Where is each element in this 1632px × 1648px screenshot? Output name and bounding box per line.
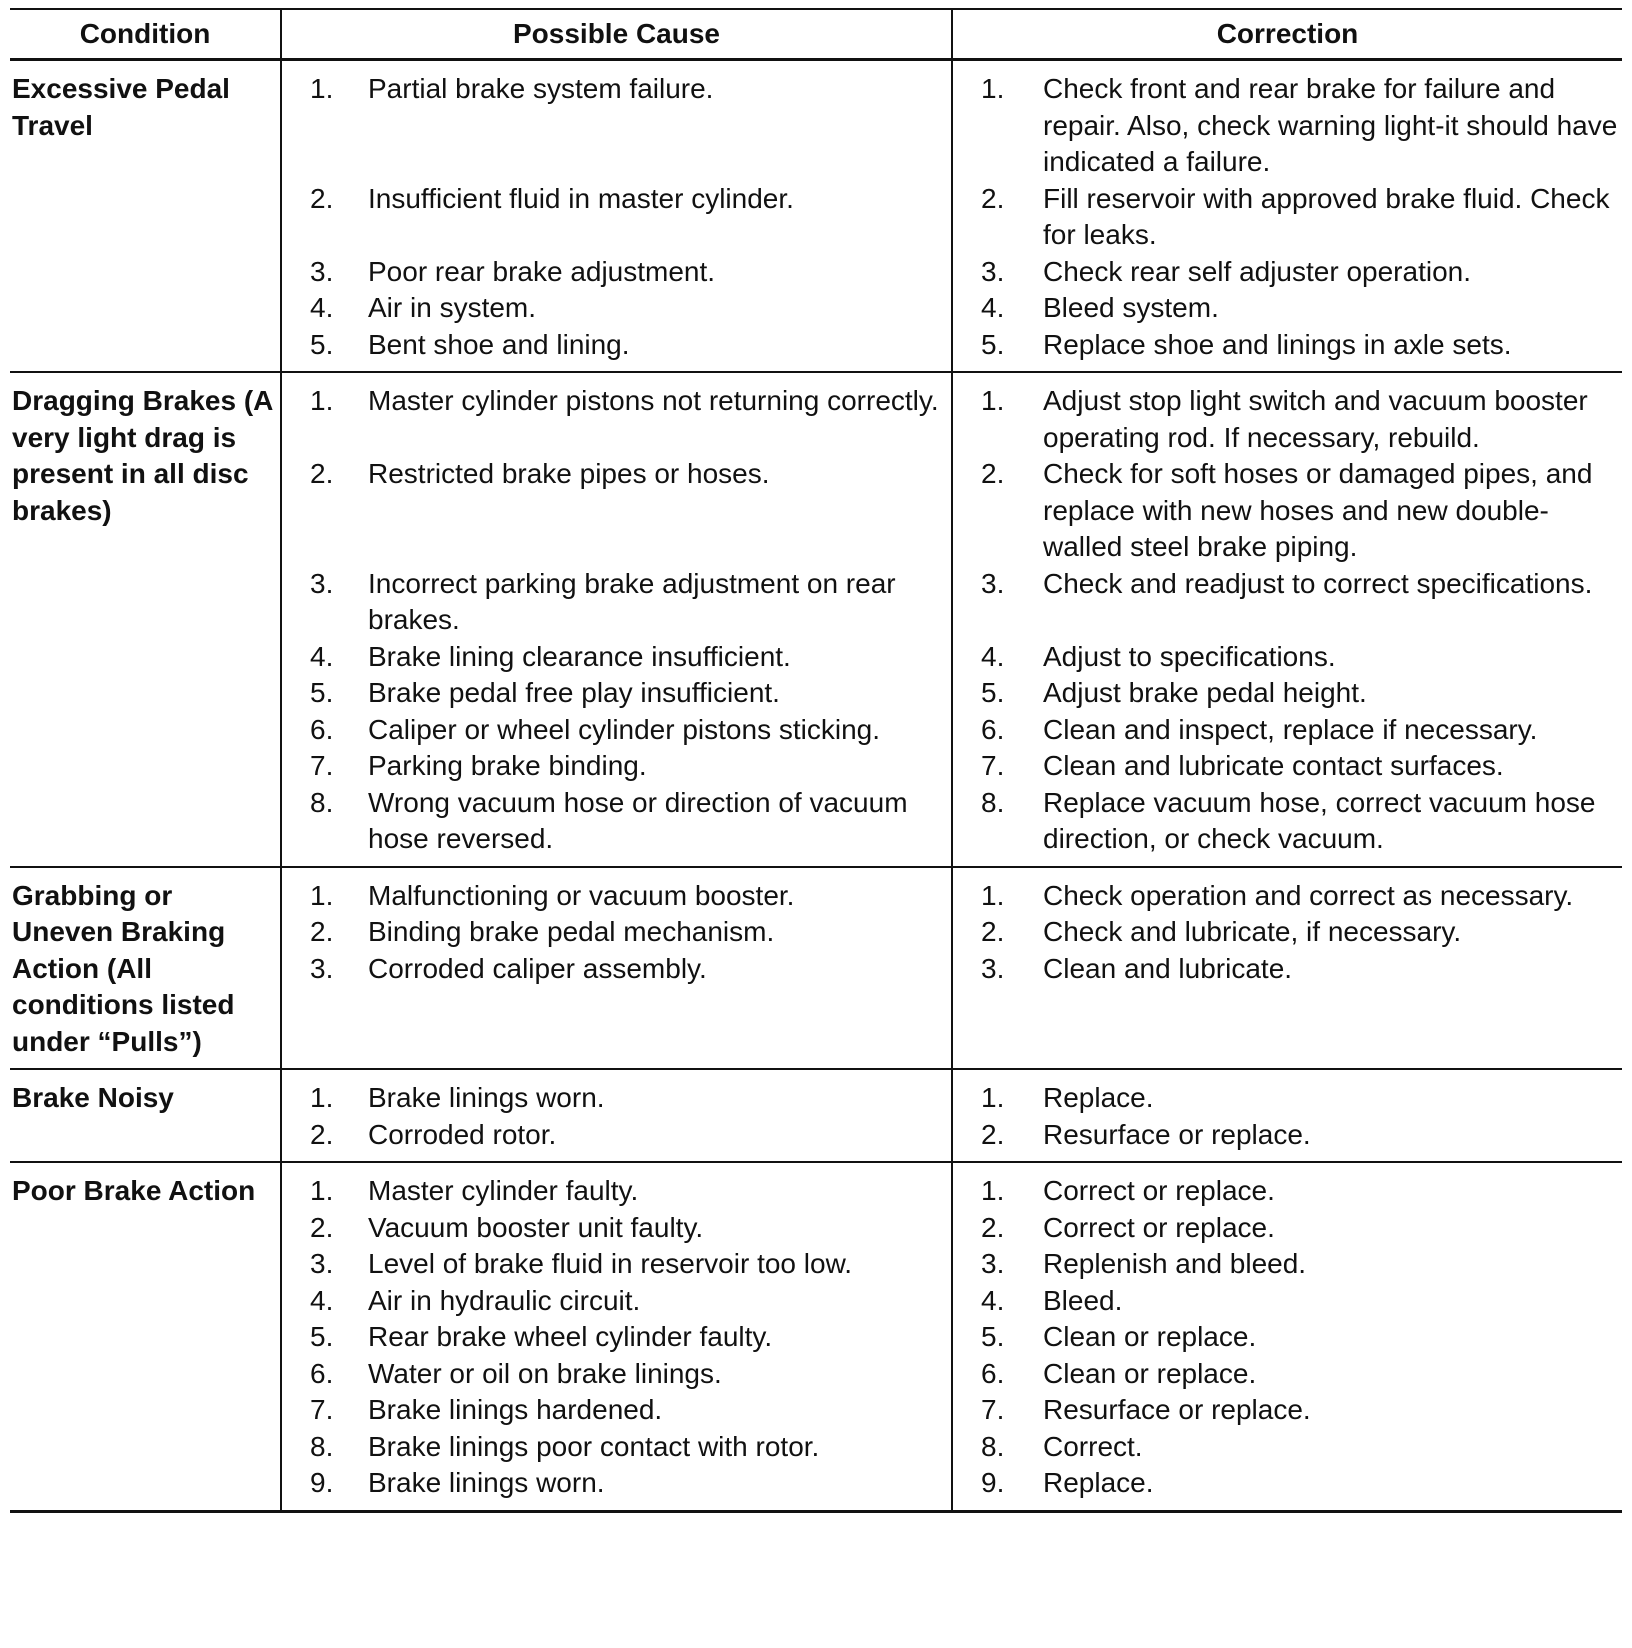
correction-item-text: Check rear self adjuster operation. bbox=[1043, 255, 1471, 287]
correction-item-text: Adjust to specifications. bbox=[1043, 640, 1336, 672]
correction-item bbox=[953, 1173, 1622, 1210]
correction-item-text: Clean and lubricate contact surfaces. bbox=[1043, 750, 1504, 781]
correction-item-text: Adjust brake pedal height. bbox=[1043, 677, 1367, 708]
cause-item-number: 4. bbox=[310, 292, 334, 323]
correction-item-number: 5. bbox=[981, 1321, 1005, 1352]
cause-item bbox=[282, 785, 951, 858]
cause-item bbox=[282, 383, 951, 456]
cause-list bbox=[282, 383, 951, 858]
correction-item-number: 4. bbox=[981, 292, 1005, 323]
correction-item-number: 2. bbox=[981, 182, 1005, 214]
correction-item-text: Resurface or replace. bbox=[1043, 1394, 1311, 1425]
cause-item bbox=[282, 71, 951, 181]
correction-item-number: 1. bbox=[981, 1175, 1005, 1206]
cause-item bbox=[282, 1283, 951, 1320]
correction-item bbox=[953, 1080, 1622, 1117]
correction-item-text: Check operation and correct as necessary. bbox=[1043, 879, 1574, 911]
possible-cause-cell bbox=[281, 867, 952, 1070]
cause-item-text: Bent shoe and lining. bbox=[368, 328, 630, 360]
cause-item-number: 3. bbox=[310, 952, 334, 984]
correction-item bbox=[953, 456, 1622, 566]
cause-item-number: 8. bbox=[310, 1430, 334, 1462]
cause-item-number: 1. bbox=[310, 879, 334, 911]
correction-item-number: 5. bbox=[981, 677, 1005, 708]
cause-item-text: Rear brake wheel cylinder faulty. bbox=[368, 1321, 773, 1352]
cause-item bbox=[282, 1319, 951, 1356]
cause-item-number: 1. bbox=[310, 1175, 334, 1206]
possible-cause-cell bbox=[281, 1162, 952, 1511]
cause-item bbox=[282, 675, 951, 712]
correction-item-text: Correct or replace. bbox=[1043, 1175, 1275, 1206]
correction-item bbox=[953, 1319, 1622, 1356]
cause-item-number: 6. bbox=[310, 1357, 334, 1389]
cause-item-number: 4. bbox=[310, 640, 334, 672]
possible-cause-cell bbox=[281, 60, 952, 373]
cause-item bbox=[282, 1392, 951, 1429]
cause-item-text: Brake lining clearance insufficient. bbox=[368, 640, 791, 672]
correction-item bbox=[953, 1117, 1622, 1154]
cause-item bbox=[282, 1080, 951, 1117]
cause-item-text: Malfunctioning or vacuum booster. bbox=[368, 879, 795, 911]
cause-item bbox=[282, 748, 951, 785]
correction-item bbox=[953, 1210, 1622, 1247]
correction-item-number: 3. bbox=[981, 567, 1005, 599]
cause-item-text: Incorrect parking brake adjustment on rear brakes. bbox=[368, 567, 896, 635]
condition-cell: Dragging Brakes (A very light drag is present in all disc brakes) bbox=[10, 372, 281, 867]
correction-list bbox=[953, 383, 1622, 858]
correction-item-text: Clean or replace. bbox=[1043, 1357, 1257, 1389]
correction-item-text: Correct or replace. bbox=[1043, 1211, 1275, 1243]
cause-item bbox=[282, 1173, 951, 1210]
correction-item bbox=[953, 748, 1622, 785]
cause-item-text: Master cylinder faulty. bbox=[368, 1175, 639, 1206]
cause-item-text: Poor rear brake adjustment. bbox=[368, 255, 716, 287]
cause-item-number: 2. bbox=[310, 916, 334, 947]
correction-list bbox=[953, 71, 1622, 363]
correction-item-text: Adjust stop light switch and vacuum booster operating rod. If necessary, rebuild. bbox=[1043, 385, 1588, 453]
cause-list bbox=[282, 1080, 951, 1153]
correction-item-number: 6. bbox=[981, 713, 1005, 745]
correction-item-number: 6. bbox=[981, 1357, 1005, 1389]
cause-item-number: 5. bbox=[310, 1321, 334, 1352]
cause-item-text: Partial brake system failure. bbox=[368, 73, 714, 104]
correction-item-text: Clean and lubricate. bbox=[1043, 952, 1293, 984]
correction-cell bbox=[952, 1162, 1622, 1511]
cause-item-number: 7. bbox=[310, 1394, 334, 1425]
cause-item-number: 3. bbox=[310, 1248, 334, 1279]
correction-item-number: 5. bbox=[981, 328, 1005, 360]
table-header bbox=[10, 9, 1622, 60]
header-possible-cause: Possible Cause bbox=[281, 9, 952, 60]
correction-item-text: Check and readjust to correct specifications. bbox=[1043, 567, 1593, 599]
correction-item bbox=[953, 383, 1622, 456]
cause-item bbox=[282, 456, 951, 566]
possible-cause-cell bbox=[281, 1069, 952, 1162]
correction-item-number: 2. bbox=[981, 1211, 1005, 1243]
cause-item-text: Corroded rotor. bbox=[368, 1118, 557, 1150]
correction-item bbox=[953, 290, 1622, 327]
correction-item-text: Replenish and bleed. bbox=[1043, 1248, 1307, 1279]
cause-item-number: 3. bbox=[310, 567, 334, 599]
cause-item bbox=[282, 712, 951, 749]
header-row bbox=[10, 9, 1622, 60]
correction-item-text: Correct. bbox=[1043, 1430, 1143, 1462]
cause-item-number: 1. bbox=[310, 385, 334, 416]
correction-item-number: 3. bbox=[981, 255, 1005, 287]
cause-item-number: 2. bbox=[310, 1211, 334, 1243]
correction-item-number: 4. bbox=[981, 1284, 1005, 1316]
possible-cause-cell bbox=[281, 372, 952, 867]
cause-item bbox=[282, 639, 951, 676]
cause-item-text: Vacuum booster unit faulty. bbox=[368, 1211, 704, 1243]
cause-item-number: 1. bbox=[310, 1082, 334, 1113]
correction-item bbox=[953, 785, 1622, 858]
correction-item-text: Bleed. bbox=[1043, 1284, 1123, 1316]
correction-item-number: 7. bbox=[981, 750, 1005, 781]
cause-item-number: 4. bbox=[310, 1284, 334, 1316]
correction-item-number: 3. bbox=[981, 952, 1005, 984]
cause-item-text: Restricted brake pipes or hoses. bbox=[368, 458, 770, 489]
cause-item-text: Wrong vacuum hose or direction of vacuum hose reversed. bbox=[368, 786, 908, 854]
cause-item-text: Master cylinder pistons not returning correctly. bbox=[368, 385, 939, 416]
correction-item-number: 9. bbox=[981, 1467, 1005, 1498]
cause-item-text: Binding brake pedal mechanism. bbox=[368, 916, 775, 947]
correction-item-number: 8. bbox=[981, 1430, 1005, 1462]
cause-item-number: 6. bbox=[310, 713, 334, 745]
condition-cell: Poor Brake Action bbox=[10, 1162, 281, 1511]
correction-item-number: 1. bbox=[981, 385, 1005, 416]
correction-list bbox=[953, 1080, 1622, 1153]
condition-cell: Grabbing or Uneven Braking Action (All conditions listed under “Pulls”) bbox=[10, 867, 281, 1070]
correction-item-text: Clean and inspect, replace if necessary. bbox=[1043, 713, 1538, 745]
cause-item-number: 5. bbox=[310, 677, 334, 708]
correction-item bbox=[953, 1465, 1622, 1502]
cause-item bbox=[282, 878, 951, 915]
condition-group-row bbox=[10, 1069, 1622, 1162]
correction-item-text: Bleed system. bbox=[1043, 292, 1219, 323]
cause-item-text: Brake linings worn. bbox=[368, 1467, 605, 1498]
cause-item-text: Brake linings worn. bbox=[368, 1082, 605, 1113]
condition-cell: Excessive Pedal Travel bbox=[10, 60, 281, 373]
correction-item-number: 1. bbox=[981, 879, 1005, 911]
correction-item bbox=[953, 181, 1622, 254]
correction-item-number: 2. bbox=[981, 916, 1005, 947]
cause-item bbox=[282, 1356, 951, 1393]
correction-item bbox=[953, 566, 1622, 639]
correction-item bbox=[953, 1392, 1622, 1429]
correction-item-number: 1. bbox=[981, 73, 1005, 104]
cause-item-number: 2. bbox=[310, 1118, 334, 1150]
cause-item bbox=[282, 181, 951, 254]
correction-item-text: Replace vacuum hose, correct vacuum hose direction, or check vacuum. bbox=[1043, 786, 1596, 854]
correction-item bbox=[953, 71, 1622, 181]
table-body bbox=[10, 60, 1622, 1512]
brake-troubleshooting-table bbox=[10, 8, 1622, 1513]
correction-cell bbox=[952, 60, 1622, 373]
cause-item-text: Caliper or wheel cylinder pistons sticking. bbox=[368, 713, 880, 745]
correction-item bbox=[953, 712, 1622, 749]
correction-item bbox=[953, 639, 1622, 676]
cause-item bbox=[282, 914, 951, 951]
cause-item-text: Brake linings poor contact with rotor. bbox=[368, 1430, 820, 1462]
cause-item-text: Air in system. bbox=[368, 292, 537, 323]
correction-item bbox=[953, 1283, 1622, 1320]
cause-item-text: Level of brake fluid in reservoir too low. bbox=[368, 1248, 853, 1279]
correction-item bbox=[953, 1356, 1622, 1393]
correction-item-text: Replace. bbox=[1043, 1082, 1154, 1113]
correction-list bbox=[953, 1173, 1622, 1502]
correction-item bbox=[953, 254, 1622, 291]
cause-item bbox=[282, 1117, 951, 1154]
cause-item-text: Parking brake binding. bbox=[368, 750, 647, 781]
cause-item-text: Brake linings hardened. bbox=[368, 1394, 663, 1425]
cause-item-number: 2. bbox=[310, 182, 334, 214]
correction-item-text: Check for soft hoses or damaged pipes, and replace with new hoses and new double-walled steel brake piping. bbox=[1043, 458, 1593, 562]
correction-cell bbox=[952, 867, 1622, 1070]
cause-item bbox=[282, 1210, 951, 1247]
cause-item-number: 8. bbox=[310, 786, 334, 818]
correction-item-number: 8. bbox=[981, 786, 1005, 818]
condition-cell: Brake Noisy bbox=[10, 1069, 281, 1162]
cause-item-text: Corroded caliper assembly. bbox=[368, 952, 707, 984]
correction-item-number: 4. bbox=[981, 640, 1005, 672]
correction-cell bbox=[952, 1069, 1622, 1162]
cause-item-text: Water or oil on brake linings. bbox=[368, 1357, 722, 1389]
condition-group-row bbox=[10, 867, 1622, 1070]
cause-item-number: 1. bbox=[310, 73, 334, 104]
correction-item bbox=[953, 1246, 1622, 1283]
correction-item-text: Clean or replace. bbox=[1043, 1321, 1257, 1352]
cause-item-text: Brake pedal free play insufficient. bbox=[368, 677, 780, 708]
correction-item bbox=[953, 327, 1622, 364]
cause-item bbox=[282, 290, 951, 327]
cause-list bbox=[282, 878, 951, 988]
cause-item-number: 3. bbox=[310, 255, 334, 287]
cause-item bbox=[282, 327, 951, 364]
cause-item-number: 5. bbox=[310, 328, 334, 360]
cause-item-number: 7. bbox=[310, 750, 334, 781]
condition-group-row bbox=[10, 372, 1622, 867]
correction-item-text: Check and lubricate, if necessary. bbox=[1043, 916, 1462, 947]
header-condition: Condition bbox=[10, 9, 281, 60]
correction-item bbox=[953, 951, 1622, 988]
cause-item bbox=[282, 951, 951, 988]
cause-item bbox=[282, 566, 951, 639]
correction-item-number: 3. bbox=[981, 1248, 1005, 1279]
cause-item bbox=[282, 1246, 951, 1283]
correction-list bbox=[953, 878, 1622, 988]
cause-item bbox=[282, 1465, 951, 1502]
correction-item bbox=[953, 878, 1622, 915]
correction-item bbox=[953, 675, 1622, 712]
condition-group-row bbox=[10, 1162, 1622, 1511]
cause-item-text: Insufficient fluid in master cylinder. bbox=[368, 182, 794, 214]
header-correction: Correction bbox=[952, 9, 1622, 60]
cause-item bbox=[282, 1429, 951, 1466]
correction-item-text: Fill reservoir with approved brake fluid. Check for leaks. bbox=[1043, 182, 1610, 250]
correction-item-text: Replace shoe and linings in axle sets. bbox=[1043, 328, 1512, 360]
correction-item-text: Resurface or replace. bbox=[1043, 1118, 1311, 1150]
correction-item-number: 2. bbox=[981, 458, 1005, 489]
correction-item bbox=[953, 1429, 1622, 1466]
correction-item-number: 2. bbox=[981, 1118, 1005, 1150]
cause-item-number: 2. bbox=[310, 458, 334, 489]
cause-item bbox=[282, 254, 951, 291]
condition-group-row bbox=[10, 60, 1622, 373]
correction-item-number: 1. bbox=[981, 1082, 1005, 1113]
cause-list bbox=[282, 71, 951, 363]
correction-item bbox=[953, 914, 1622, 951]
troubleshooting-table-page bbox=[10, 8, 1622, 1513]
correction-cell bbox=[952, 372, 1622, 867]
correction-item-text: Check front and rear brake for failure and repair. Also, check warning light-it should have indicated a failure. bbox=[1043, 73, 1618, 177]
cause-item-number: 9. bbox=[310, 1467, 334, 1498]
cause-item-text: Air in hydraulic circuit. bbox=[368, 1284, 641, 1316]
correction-item-text: Replace. bbox=[1043, 1467, 1154, 1498]
cause-list bbox=[282, 1173, 951, 1502]
correction-item-number: 7. bbox=[981, 1394, 1005, 1425]
